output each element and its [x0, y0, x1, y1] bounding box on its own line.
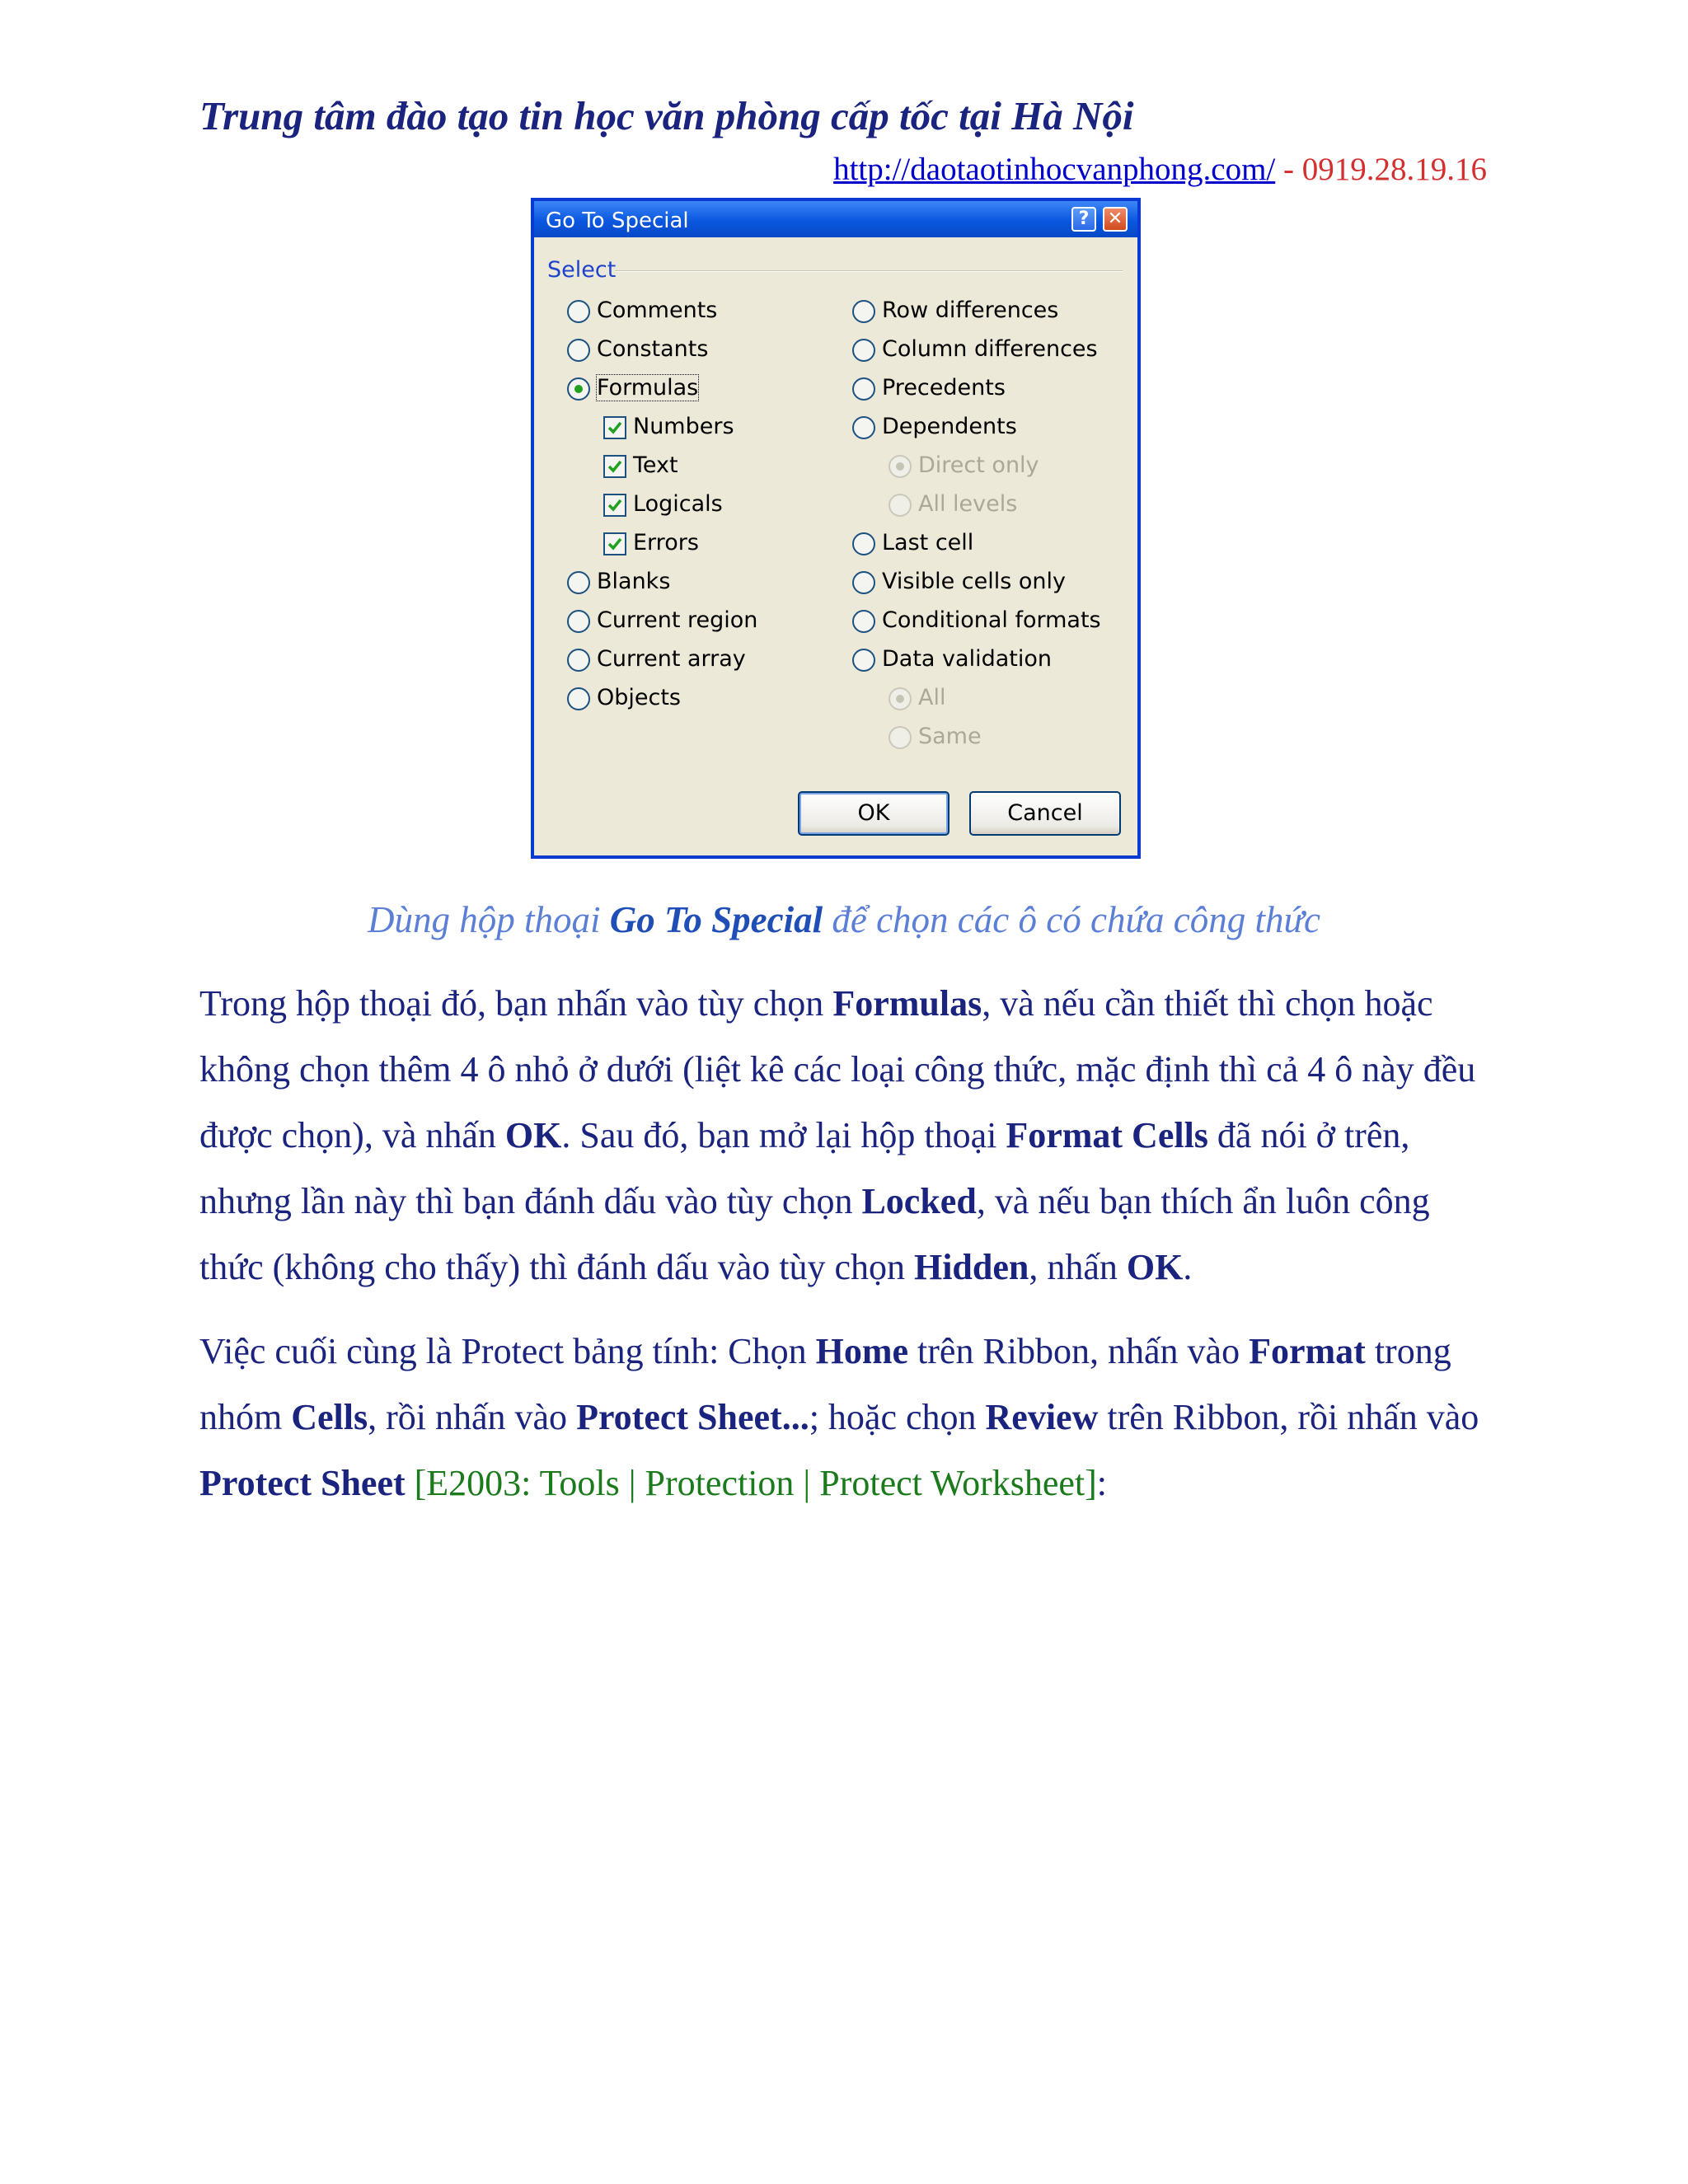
close-button[interactable] [1103, 207, 1128, 232]
radio-data-validation[interactable] [852, 645, 1052, 673]
radio-icon [889, 494, 912, 517]
cancel-button[interactable]: Cancel [969, 791, 1121, 836]
go-to-special-dialog [531, 198, 1141, 859]
paragraph-bold: Home [815, 1331, 909, 1371]
radio-precedents[interactable] [852, 374, 1006, 402]
option-label: Blanks [597, 569, 671, 594]
website-link[interactable]: http://daotaotinhocvanphong.com/ [833, 152, 1276, 187]
radio-icon [852, 532, 875, 555]
paragraph-text: ; hoặc chọn [809, 1397, 986, 1437]
option-label: Objects [597, 685, 682, 710]
radio-icon [567, 610, 590, 633]
dialog-title: Go To Special [546, 209, 689, 233]
radio-selected-icon [889, 455, 912, 478]
checkbox-checked-icon [603, 494, 626, 517]
radio-icon [852, 571, 875, 594]
paragraph-text: Việc cuối cùng là Protect bảng tính: Chọn [199, 1331, 816, 1371]
option-label: All levels [918, 491, 1018, 517]
option-label: Current array [597, 646, 746, 672]
option-label: Last cell [882, 530, 974, 555]
paragraph-text: : [1096, 1463, 1108, 1503]
paragraph-bold: OK [1126, 1247, 1184, 1287]
radio-icon [852, 610, 875, 633]
radio-constants[interactable] [567, 335, 708, 363]
radio-icon [567, 300, 590, 323]
select-group-label: Select [547, 257, 617, 283]
radio-icon [852, 649, 875, 672]
caption-bold: Go To Special [609, 899, 823, 940]
paragraph-text: , nhấn [1029, 1247, 1127, 1287]
option-label: Row differences [882, 298, 1059, 323]
paragraph-text: . [1183, 1247, 1193, 1287]
paragraph-text: , rồi nhấn vào [368, 1397, 577, 1437]
option-label: All [918, 685, 946, 710]
radio-blanks[interactable] [567, 568, 670, 596]
paragraph-text: , và nếu cần thiết thì chọn hoặc không chọn thêm 4 ô nhỏ ở dưới (liệt kê các loại công thức, mặc định thì cả 4 ô này đều được chọn), và nhấn [199, 983, 1476, 1155]
radio-current-region[interactable] [567, 607, 757, 635]
radio-icon [567, 687, 590, 710]
radio-icon [567, 571, 590, 594]
caption-text: Dùng hộp thoại [368, 899, 610, 940]
paragraph-protect [199, 1319, 1493, 1516]
group-divider [615, 270, 1123, 272]
radio-all [889, 684, 945, 712]
page-header-title: Trung tâm đào tạo tin học văn phòng cấp tốc tại Hà Nội [199, 93, 1134, 138]
radio-all-levels [889, 490, 1017, 518]
option-label: Direct only [918, 452, 1039, 478]
paragraph-bold: Format Cells [1006, 1115, 1208, 1155]
radio-formulas[interactable] [567, 374, 698, 402]
checkbox-checked-icon [603, 532, 626, 555]
paragraph-formulas [199, 971, 1493, 1301]
dialog-titlebar[interactable] [534, 201, 1137, 237]
radio-icon [852, 416, 875, 439]
phone-number: 0919.28.19.16 [1301, 152, 1487, 187]
paragraph-text: trên Ribbon, rồi nhấn vào [1098, 1397, 1479, 1437]
option-label: Column differences [882, 336, 1098, 362]
radio-conditional-formats[interactable] [852, 607, 1101, 635]
option-label: Comments [597, 298, 718, 323]
header-contact [833, 151, 1487, 188]
paragraph-bold: Cells [291, 1397, 368, 1437]
option-label: Same [918, 724, 982, 749]
radio-icon [852, 377, 875, 401]
radio-column-differences[interactable] [852, 335, 1098, 363]
radio-icon [852, 339, 875, 362]
option-label: Precedents [882, 375, 1006, 401]
paragraph-bold: Formulas [832, 983, 982, 1024]
radio-row-differences[interactable] [852, 297, 1058, 325]
paragraph-text: trong nhóm [199, 1331, 1451, 1437]
radio-selected-icon [567, 377, 590, 401]
radio-same [889, 723, 982, 751]
paragraph-bold: Hidden [913, 1247, 1029, 1287]
radio-comments[interactable] [567, 297, 717, 325]
paragraph-bold: OK [504, 1115, 562, 1155]
radio-direct-only [889, 452, 1039, 480]
radio-objects[interactable] [567, 684, 681, 712]
option-label: Constants [597, 336, 709, 362]
paragraph-text: đã nói ở trên, nhưng lần này thì bạn đánh dấu vào tùy chọn [199, 1115, 1410, 1221]
option-label: Numbers [633, 414, 734, 439]
radio-dependents[interactable] [852, 413, 1017, 441]
close-icon: ✕ [1107, 209, 1123, 229]
radio-selected-icon [889, 687, 912, 710]
option-label: Current region [597, 607, 758, 633]
paragraph-bold: Review [985, 1397, 1099, 1437]
checkbox-logicals[interactable] [603, 490, 723, 518]
radio-icon [852, 300, 875, 323]
radio-icon [889, 726, 912, 749]
paragraph-text [406, 1463, 415, 1503]
radio-current-array[interactable] [567, 645, 746, 673]
paragraph-text: Trong hộp thoại đó, bạn nhấn vào tùy chọn [199, 983, 833, 1024]
checkbox-numbers[interactable] [603, 413, 734, 441]
checkbox-text[interactable] [603, 452, 678, 480]
paragraph-text: . Sau đó, bạn mở lại hộp thoại [561, 1115, 1006, 1155]
option-label: Errors [633, 530, 699, 555]
figure-caption [0, 898, 1688, 941]
option-label: Dependents [882, 414, 1017, 439]
paragraph-bold: Protect Sheet... [576, 1397, 809, 1437]
radio-last-cell[interactable] [852, 529, 973, 557]
checkbox-checked-icon [603, 455, 626, 478]
paragraph-bold: Protect Sheet [199, 1463, 406, 1503]
option-label: Visible cells only [882, 569, 1067, 594]
ok-button[interactable]: OK [798, 791, 950, 836]
caption-text-end: để chọn các ô có chứa công thức [823, 899, 1320, 940]
paragraph-bold: Format [1249, 1331, 1366, 1371]
radio-icon [567, 339, 590, 362]
paragraph-text: , và nếu bạn thích ẩn luôn công thức (không cho thấy) thì đánh dấu vào tùy chọn [199, 1181, 1430, 1287]
option-label: Data validation [882, 646, 1052, 672]
checkbox-checked-icon [603, 416, 626, 439]
option-label: Formulas [597, 375, 699, 401]
e2003-path: [E2003: Tools | Protection | Protect Worksheet] [414, 1463, 1097, 1503]
option-label: Logicals [633, 491, 723, 517]
radio-icon [567, 649, 590, 672]
help-button[interactable] [1071, 207, 1096, 232]
contact-separator: - [1275, 152, 1302, 187]
option-label: Conditional formats [882, 607, 1101, 633]
paragraph-text: trên Ribbon, nhấn vào [908, 1331, 1250, 1371]
radio-visible-cells-only[interactable] [852, 568, 1066, 596]
paragraph-bold: Locked [861, 1181, 977, 1221]
help-icon: ? [1078, 209, 1090, 229]
checkbox-errors[interactable] [603, 529, 699, 557]
option-label: Text [633, 452, 678, 478]
